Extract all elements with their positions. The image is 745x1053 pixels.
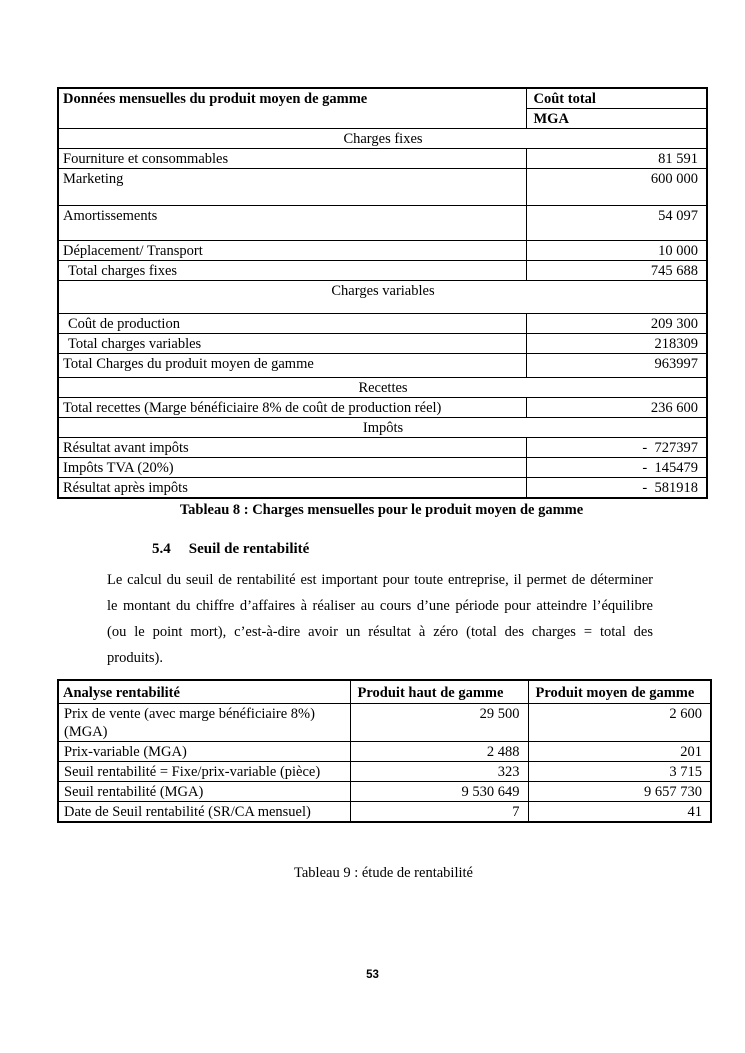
section-row-label: Charges variables	[58, 281, 707, 314]
row-label: Fourniture et consommables	[58, 149, 526, 169]
row-label: Total charges variables	[58, 334, 526, 354]
table-row	[58, 241, 707, 261]
row-value: 54 097	[526, 206, 707, 241]
table8-title-cell: Données mensuelles du produit moyen de gamme	[58, 88, 526, 129]
row-label: Déplacement/ Transport	[58, 241, 526, 261]
row-value: - 727397	[526, 438, 707, 458]
table9-caption: Tableau 9 : étude de rentabilité	[294, 864, 473, 881]
section-row-label: Recettes	[58, 378, 707, 398]
row-value-moyen-gamme: 3 715	[528, 761, 711, 781]
col-header-analyse: Analyse rentabilité	[58, 680, 350, 703]
table-row	[58, 741, 711, 761]
row-value: - 581918	[526, 478, 707, 499]
table-row	[58, 703, 711, 741]
table-header-row	[58, 88, 707, 109]
row-label: Total recettes (Marge bénéficiaire 8% de coût de production réel)	[58, 398, 526, 418]
row-label: Date de Seuil rentabilité (SR/CA mensuel)	[58, 801, 350, 822]
table-row	[58, 354, 707, 378]
row-label: Résultat après impôts	[58, 478, 526, 499]
table-row	[58, 334, 707, 354]
section-number: 5.4	[152, 541, 171, 557]
table8-cost-col-header: Coût total	[526, 88, 707, 109]
row-value-moyen-gamme: 41	[528, 801, 711, 822]
table8-caption: Tableau 8 : Charges mensuelles pour le produit moyen de gamme	[179, 502, 584, 518]
row-value-moyen-gamme: 2 600	[528, 703, 711, 741]
monthly-charges-table	[57, 87, 708, 499]
row-value-haut-gamme: 29 500	[350, 703, 528, 741]
row-value: 209 300	[526, 314, 707, 334]
table-row	[58, 149, 707, 169]
row-label: Coût de production	[58, 314, 526, 334]
row-label: Prix de vente (avec marge bénéficiaire 8%) (MGA)	[58, 703, 350, 741]
section-title: Seuil de rentabilité	[188, 541, 310, 557]
table-row	[58, 418, 707, 438]
table-header-row	[58, 680, 711, 703]
col-header-haut-gamme: Produit haut de gamme	[350, 680, 528, 703]
row-value-haut-gamme: 323	[350, 761, 528, 781]
row-label: Marketing	[58, 169, 526, 206]
row-value-moyen-gamme: 201	[528, 741, 711, 761]
row-value: - 145479	[526, 458, 707, 478]
col-header-moyen-gamme: Produit moyen de gamme	[528, 680, 711, 703]
table-row	[58, 378, 707, 398]
paragraph-line: produits).	[107, 650, 163, 666]
table-row	[58, 438, 707, 458]
row-value-haut-gamme: 9 530 649	[350, 781, 528, 801]
row-value: 963997	[526, 354, 707, 378]
row-label: Seuil rentabilité (MGA)	[58, 781, 350, 801]
table-row	[58, 478, 707, 499]
table-row	[58, 261, 707, 281]
table-row	[58, 801, 711, 822]
table-row	[58, 781, 711, 801]
body-paragraph	[107, 567, 653, 671]
row-label: Prix-variable (MGA)	[58, 741, 350, 761]
table-row	[58, 398, 707, 418]
table-row	[58, 206, 707, 241]
row-label: Amortissements	[58, 206, 526, 241]
table-row	[58, 169, 707, 206]
table8-unit-header: MGA	[526, 109, 707, 129]
row-value: 218309	[526, 334, 707, 354]
paragraph-line: le montant du chiffre d’affaires à réaliser au cours d’une période pour atteindre l’équilibre	[107, 598, 653, 614]
table-row	[58, 129, 707, 149]
section-row-label: Charges fixes	[58, 129, 707, 149]
row-label: Total Charges du produit moyen de gamme	[58, 354, 526, 378]
row-value-haut-gamme: 2 488	[350, 741, 528, 761]
section-row-label: Impôts	[58, 418, 707, 438]
paragraph-line: Le calcul du seuil de rentabilité est important pour toute entreprise, il permet de déterminer	[107, 572, 653, 588]
page-number: 53	[366, 969, 379, 981]
row-value-moyen-gamme: 9 657 730	[528, 781, 711, 801]
row-value-haut-gamme: 7	[350, 801, 528, 822]
row-value: 81 591	[526, 149, 707, 169]
row-label: Total charges fixes	[58, 261, 526, 281]
table-row	[58, 314, 707, 334]
paragraph-line: (ou le point mort), c’est-à-dire avoir un résultat à zéro (total des charges = total des	[107, 624, 653, 640]
profitability-table	[57, 679, 712, 823]
row-label: Seuil rentabilité = Fixe/prix-variable (pièce)	[58, 761, 350, 781]
row-value: 745 688	[526, 261, 707, 281]
table-row	[58, 458, 707, 478]
table-row	[58, 761, 711, 781]
row-value: 600 000	[526, 169, 707, 206]
table-row	[58, 281, 707, 314]
row-label: Résultat avant impôts	[58, 438, 526, 458]
row-value: 10 000	[526, 241, 707, 261]
row-value: 236 600	[526, 398, 707, 418]
section-heading	[152, 541, 706, 558]
row-label: Impôts TVA (20%)	[58, 458, 526, 478]
